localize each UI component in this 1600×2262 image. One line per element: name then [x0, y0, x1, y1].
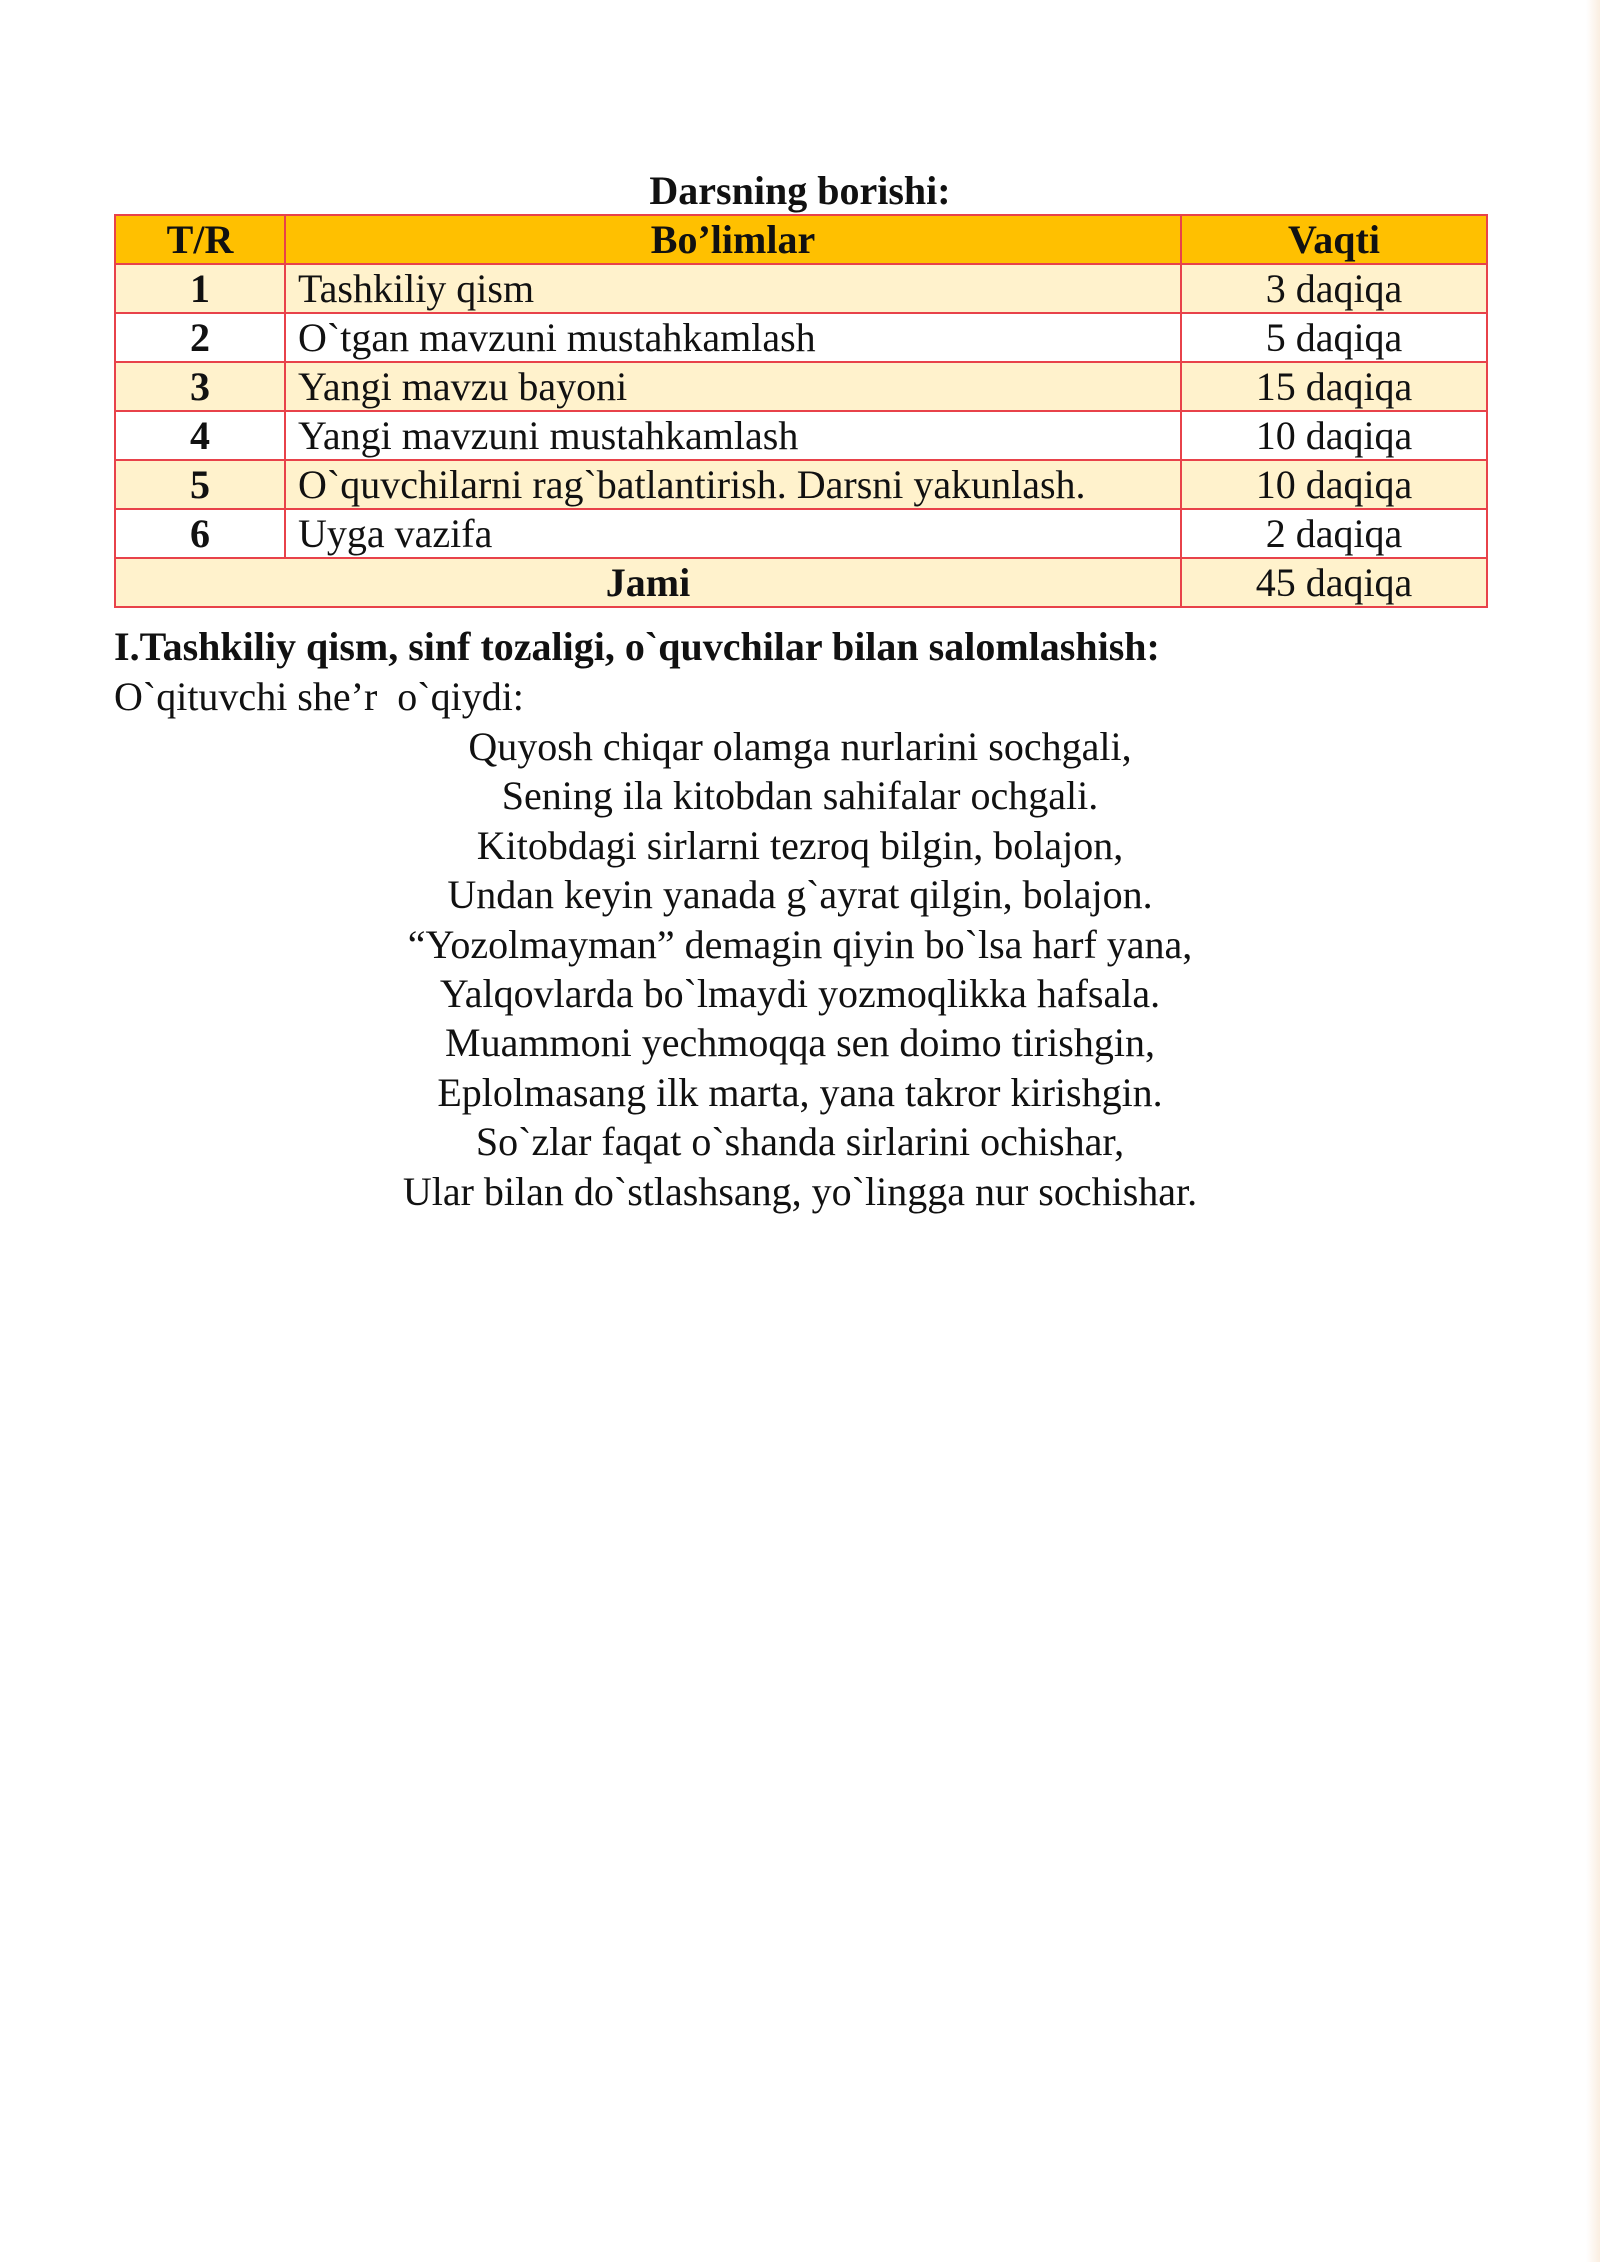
- table-row: [115, 362, 1487, 411]
- lesson-schedule-table: [114, 214, 1488, 608]
- poem-line: “Yozolmayman” demagin qiyin bo`lsa harf yana,: [407, 921, 1193, 967]
- poem-line: Ular bilan do`stlashsang, yo`lingga nur sochishar.: [402, 1168, 1198, 1214]
- row-duration: 5 daqiqa: [1181, 313, 1487, 362]
- poem-line: Kitobdagi sirlarni tezroq bilgin, bolajon,: [476, 822, 1124, 868]
- poem-line: So`zlar faqat o`shanda sirlarini ochishar,: [475, 1119, 1125, 1165]
- total-label: Jami: [115, 558, 1181, 607]
- page-title: Darsning borishi:: [649, 168, 951, 213]
- header-time: Vaqti: [1181, 215, 1487, 264]
- intro-line: O`qituvchi she’r o`qiydi:: [114, 674, 524, 719]
- poem-line: Undan keyin yanada g`ayrat qilgin, bolajon.: [447, 872, 1153, 918]
- row-number: 4: [115, 411, 285, 460]
- table-row: [115, 460, 1487, 509]
- row-section-name: O`tgan mavzuni mustahkamlash: [285, 313, 1181, 362]
- table-total-row: [115, 558, 1487, 607]
- poem-line: Sening ila kitobdan sahifalar ochgali.: [501, 773, 1099, 819]
- poem: [0, 722, 1600, 1216]
- row-number: 1: [115, 264, 285, 313]
- row-section-name: Yangi mavzu bayoni: [285, 362, 1181, 411]
- poem-line: Yalqovlarda bo`lmaydi yozmoqlikka hafsala.: [439, 970, 1161, 1016]
- table-row: [115, 264, 1487, 313]
- row-duration: 15 daqiqa: [1181, 362, 1487, 411]
- table-row: [115, 509, 1487, 558]
- row-section-name: O`quvchilarni rag`batlantirish. Darsni yakunlash.: [285, 460, 1181, 509]
- row-duration: 2 daqiqa: [1181, 509, 1487, 558]
- row-number: 2: [115, 313, 285, 362]
- header-number: T/R: [115, 215, 285, 264]
- poem-line: Muammoni yechmoqqa sen doimo tirishgin,: [445, 1020, 1155, 1066]
- row-duration: 10 daqiqa: [1181, 460, 1487, 509]
- table-header-row: [115, 215, 1487, 264]
- row-duration: 3 daqiqa: [1181, 264, 1487, 313]
- row-number: 3: [115, 362, 285, 411]
- section-heading: I.Tashkiliy qism, sinf tozaligi, o`quvchilar bilan salomlashish:: [114, 624, 1160, 669]
- row-section-name: Yangi mavzuni mustahkamlash: [285, 411, 1181, 460]
- row-number: 5: [115, 460, 285, 509]
- row-duration: 10 daqiqa: [1181, 411, 1487, 460]
- poem-line: Quyosh chiqar olamga nurlarini sochgali,: [468, 724, 1132, 769]
- row-number: 6: [115, 509, 285, 558]
- total-duration: 45 daqiqa: [1181, 558, 1487, 607]
- poem-line: Eplolmasang ilk marta, yana takror kirishgin.: [437, 1069, 1163, 1115]
- table-row: [115, 313, 1487, 362]
- table-row: [115, 411, 1487, 460]
- header-sections: Bo’limlar: [285, 215, 1181, 264]
- row-section-name: Uyga vazifa: [285, 509, 1181, 558]
- row-section-name: Tashkiliy qism: [285, 264, 1181, 313]
